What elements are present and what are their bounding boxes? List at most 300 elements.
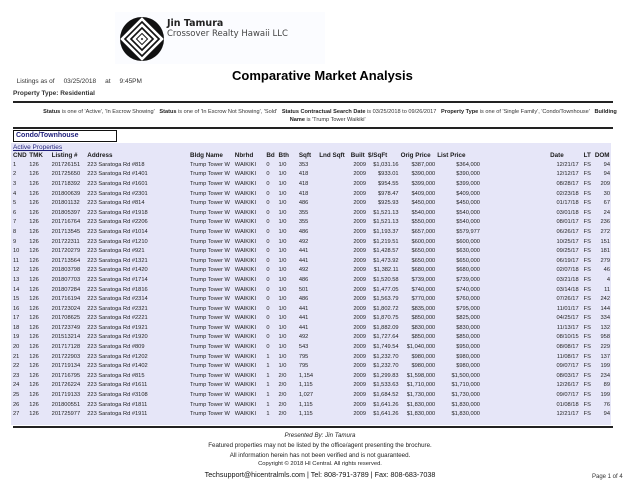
cell-listing-number: 201713545 <box>51 228 81 235</box>
table-row <box>11 333 611 343</box>
cell-tmk: 126 <box>29 228 39 235</box>
cell-lt: FS <box>583 190 591 197</box>
table-row <box>11 189 611 199</box>
cell-address: 223 Saratoga Rd #1420 <box>87 267 148 274</box>
cell-bd: 0 <box>266 228 270 235</box>
cell-cnd: 10 <box>13 248 20 255</box>
cell-lt: FS <box>583 392 591 399</box>
cell-built: 2009 <box>353 248 367 255</box>
cell-cnd: 24 <box>13 382 20 389</box>
cell-tmk: 126 <box>29 372 39 379</box>
cell-tmk: 126 <box>29 411 39 418</box>
disclaimer-featured: Featured properties may not be listed by the office/agent presenting the brochure. <box>208 442 432 449</box>
col-price-per-sqft: $/SqFt <box>368 152 388 159</box>
cell-nbrhd: WAIKIKI <box>234 334 257 341</box>
col-list-price: List Price <box>437 152 466 159</box>
cell-tmk: 126 <box>29 353 39 360</box>
cell-price-per-sqft: $933.01 <box>378 171 399 178</box>
cell-bd: 1 <box>266 411 270 418</box>
cell-listing-number: 201807703 <box>51 276 81 283</box>
cell-spacer <box>481 227 549 237</box>
cell-address: 223 Saratoga Rd #921 <box>87 248 145 255</box>
cell-nbrhd: WAIKIKI <box>234 257 257 264</box>
listings-table <box>11 151 611 419</box>
cell-lt: FS <box>583 286 591 293</box>
cell-lnd-sqft <box>318 237 350 247</box>
cell-dom: 229 <box>600 344 610 351</box>
cell-listing-number: 201716764 <box>51 219 81 226</box>
cell-bldg-name: Trump Tower W <box>190 401 230 408</box>
cell-spacer <box>481 323 549 333</box>
cell-lnd-sqft <box>318 409 350 419</box>
cell-list-price: $830,000 <box>456 324 480 331</box>
cell-tmk: 126 <box>29 238 39 245</box>
cell-sqft: 486 <box>298 228 309 235</box>
cell-lt: FS <box>583 315 591 322</box>
cell-address: 223 Saratoga Rd #1402 <box>87 363 148 370</box>
cell-price-per-sqft: $925.93 <box>378 200 399 207</box>
col-bldg-name: Bldg Name <box>190 152 223 159</box>
table-row <box>11 323 611 333</box>
cell-listing-number: 201717128 <box>51 344 81 351</box>
cell-date: 03/01/18 <box>556 209 579 216</box>
cell-lt: FS <box>583 238 591 245</box>
cell-list-price: $760,000 <box>456 296 480 303</box>
cell-bth: 1/0 <box>278 257 287 264</box>
cell-nbrhd: WAIKIKI <box>234 324 257 331</box>
cell-cnd: 14 <box>13 286 20 293</box>
cell-orig-price: $600,000 <box>411 238 436 245</box>
cell-sqft: 492 <box>298 334 309 341</box>
cell-price-per-sqft: $1,473.92 <box>373 257 399 264</box>
cell-listing-number: 201726224 <box>51 382 81 389</box>
table-row <box>11 170 611 180</box>
cell-orig-price: $680,000 <box>411 267 436 274</box>
cell-bth: 1/0 <box>278 353 287 360</box>
cell-price-per-sqft: $1,521.13 <box>373 209 399 216</box>
cell-dom: 144 <box>600 305 610 312</box>
cell-price-per-sqft: $1,563.79 <box>373 296 399 303</box>
cell-cnd: 5 <box>13 200 17 207</box>
cell-list-price: $850,000 <box>456 334 480 341</box>
criterion-value: is one of 'In Escrow Not Showing', 'Sold' <box>176 109 278 115</box>
cell-lnd-sqft <box>318 285 350 295</box>
cell-date: 07/26/17 <box>556 296 579 303</box>
cell-cnd: 1 <box>13 161 17 168</box>
cell-price-per-sqft: $1,232.70 <box>373 363 399 370</box>
cell-list-price: $650,000 <box>456 257 480 264</box>
cell-bldg-name: Trump Tower W <box>190 161 230 168</box>
cell-address: 223 Saratoga Rd #1611 <box>87 382 148 389</box>
cell-lt: FS <box>583 324 591 331</box>
cell-dom: 89 <box>603 382 610 389</box>
cell-listing-number: 201723749 <box>51 324 81 331</box>
cell-tmk: 126 <box>29 401 39 408</box>
cell-dom: 137 <box>600 353 610 360</box>
table-row <box>11 160 611 170</box>
cell-nbrhd: WAIKIKI <box>234 161 257 168</box>
cell-nbrhd: WAIKIKI <box>234 353 257 360</box>
cell-listing-number: 201807284 <box>51 286 81 293</box>
cell-nbrhd: WAIKIKI <box>234 200 257 207</box>
cell-nbrhd: WAIKIKI <box>234 411 257 418</box>
cell-orig-price: $390,000 <box>411 171 436 178</box>
cell-price-per-sqft: $1,533.63 <box>373 382 399 389</box>
cell-tmk: 126 <box>29 344 39 351</box>
cell-built: 2009 <box>353 344 367 351</box>
cell-tmk: 126 <box>29 180 39 187</box>
cell-nbrhd: WAIKIKI <box>234 171 257 178</box>
cell-tmk: 126 <box>29 209 39 216</box>
table-row <box>11 208 611 218</box>
cell-orig-price: $650,000 <box>411 248 436 255</box>
cell-dom: 76 <box>603 401 610 408</box>
cell-cnd: 3 <box>13 180 17 187</box>
cell-listing-number: 201722903 <box>51 353 81 360</box>
col-cnd: CND <box>13 152 27 159</box>
cell-cnd: 22 <box>13 363 20 370</box>
cell-bth: 1/0 <box>278 200 287 207</box>
cell-bth: 1/0 <box>278 180 287 187</box>
cell-spacer <box>481 189 549 199</box>
cell-list-price: $980,000 <box>456 363 480 370</box>
cell-built: 2009 <box>353 267 367 274</box>
cell-orig-price: $550,000 <box>411 219 436 226</box>
cell-listing-number: 201801132 <box>51 200 80 207</box>
cell-lnd-sqft <box>318 275 350 285</box>
cell-date: 08/01/17 <box>556 219 579 226</box>
cell-built: 2009 <box>353 353 367 360</box>
cell-bd: 0 <box>266 209 270 216</box>
cell-spacer <box>481 390 549 400</box>
cell-nbrhd: WAIKIKI <box>234 219 257 226</box>
cell-bldg-name: Trump Tower W <box>190 344 230 351</box>
table-row <box>11 304 611 314</box>
cell-dom: 334 <box>600 315 610 322</box>
cell-dom: 94 <box>603 161 610 168</box>
cell-date: 09/07/17 <box>556 363 579 370</box>
cell-built: 2009 <box>353 219 367 226</box>
cell-orig-price: $980,000 <box>411 363 436 370</box>
cell-listing-number: 201723024 <box>51 305 81 312</box>
cell-list-price: $1,500,000 <box>451 372 480 379</box>
cell-spacer <box>481 409 549 419</box>
cell-address: 223 Saratoga Rd #1816 <box>87 286 148 293</box>
cell-cnd: 4 <box>13 190 17 197</box>
cell-spacer <box>481 246 549 256</box>
cell-nbrhd: WAIKIKI <box>234 392 257 399</box>
cell-dom: 94 <box>603 411 610 418</box>
cell-sqft: 355 <box>298 209 309 216</box>
agent-company: Crossover Realty Hawaii LLC <box>167 29 288 39</box>
disclaimer-verified: All information herein has not been verified and is not guaranteed. <box>229 452 411 459</box>
cell-price-per-sqft: $1,882.09 <box>373 324 399 331</box>
cell-listing-number: 201725650 <box>51 171 81 178</box>
cell-lnd-sqft <box>318 314 350 324</box>
cell-sqft: 441 <box>298 248 309 255</box>
cell-date: 06/19/17 <box>556 257 579 264</box>
cell-bldg-name: Trump Tower W <box>190 238 230 245</box>
cell-cnd: 7 <box>13 219 17 226</box>
cell-date: 01/08/18 <box>556 401 579 408</box>
criterion-key: Status <box>43 109 61 115</box>
cell-orig-price: $399,000 <box>411 180 436 187</box>
cell-address: 223 Saratoga Rd #2321 <box>87 305 148 312</box>
cell-tmk: 126 <box>29 392 39 399</box>
listings-as-of-label: Listings as of <box>16 78 55 85</box>
cell-orig-price: $1,730,000 <box>406 392 436 399</box>
cell-listing-number: 201708625 <box>51 315 81 322</box>
criterion-key: Building Name <box>289 109 617 123</box>
cell-orig-price: $850,000 <box>411 334 436 341</box>
col-tmk: TMK <box>29 152 43 159</box>
listings-time: 9:45PM <box>119 78 142 85</box>
cell-lnd-sqft <box>318 294 350 304</box>
cell-lnd-sqft <box>318 304 350 314</box>
table-row <box>11 227 611 237</box>
cell-sqft: 441 <box>298 305 309 312</box>
cell-bd: 0 <box>266 334 270 341</box>
cell-date: 01/17/18 <box>556 200 579 207</box>
cell-bldg-name: Trump Tower W <box>190 200 230 207</box>
cell-lt: FS <box>583 363 591 370</box>
cell-bldg-name: Trump Tower W <box>190 353 230 360</box>
cell-sqft: 353 <box>298 161 309 168</box>
cell-cnd: 15 <box>13 296 20 303</box>
cell-address: 223 Saratoga Rd #1601 <box>87 180 148 187</box>
cell-orig-price: $1,040,000 <box>406 344 436 351</box>
cell-bth: 1/0 <box>278 363 287 370</box>
cell-bldg-name: Trump Tower W <box>190 228 230 235</box>
cell-list-price: $1,710,000 <box>451 382 480 389</box>
cell-address: 223 Saratoga Rd #1202 <box>87 353 148 360</box>
cell-dom: 958 <box>600 334 610 341</box>
report-title: Comparative Market Analysis <box>232 68 413 83</box>
cell-bd: 0 <box>266 267 270 274</box>
cell-tmk: 126 <box>29 296 39 303</box>
cell-list-price: $540,000 <box>456 219 480 226</box>
cell-sqft: 418 <box>298 171 309 178</box>
cell-nbrhd: WAIKIKI <box>234 276 257 283</box>
cell-dom: 199 <box>600 392 610 399</box>
cell-orig-price: $740,000 <box>411 286 436 293</box>
cell-list-price: $540,000 <box>456 209 480 216</box>
cell-list-price: $399,000 <box>456 180 480 187</box>
cell-tmk: 126 <box>29 267 39 274</box>
listings-as-of <box>13 71 151 85</box>
cell-dom: 4 <box>606 276 610 283</box>
cell-date: 09/07/17 <box>556 392 579 399</box>
cell-address: 223 Saratoga Rd #2314 <box>87 296 148 303</box>
cell-bd: 0 <box>266 180 270 187</box>
criterion-value: is 03/25/2018 to 09/26/2017 <box>365 109 437 115</box>
cell-list-price: $630,000 <box>456 248 480 255</box>
cell-built: 2009 <box>353 171 367 178</box>
cell-bth: 1/0 <box>278 161 287 168</box>
table-row <box>11 275 611 285</box>
cell-price-per-sqft: $1,641.26 <box>373 401 399 408</box>
cell-address: 223 Saratoga Rd #1014 <box>87 228 148 235</box>
cell-lnd-sqft <box>318 170 350 180</box>
cell-list-price: $680,000 <box>456 267 480 274</box>
cell-built: 2009 <box>353 180 367 187</box>
cell-orig-price: $739,000 <box>411 276 436 283</box>
cell-bd: 1 <box>266 382 270 389</box>
property-type: Property Type: Residential <box>13 90 95 97</box>
cell-bldg-name: Trump Tower W <box>190 315 230 322</box>
cell-sqft: 1,115 <box>298 401 313 408</box>
cell-cnd: 19 <box>13 334 20 341</box>
active-properties-link[interactable]: Active Properties <box>13 144 63 151</box>
cell-bd: 1 <box>266 401 270 408</box>
cell-bd: 0 <box>266 161 270 168</box>
table-row <box>11 371 611 381</box>
cell-bd: 0 <box>266 286 270 293</box>
cell-sqft: 418 <box>298 190 309 197</box>
divider <box>13 127 613 129</box>
cell-bd: 0 <box>266 305 270 312</box>
cell-dom: 46 <box>603 267 610 274</box>
cell-listing-number: 201716194 <box>51 296 81 303</box>
cell-bldg-name: Trump Tower W <box>190 257 230 264</box>
cell-lnd-sqft <box>318 390 350 400</box>
cell-bth: 1/0 <box>278 238 287 245</box>
cell-bldg-name: Trump Tower W <box>190 324 230 331</box>
cell-address: 223 Saratoga Rd #1714 <box>87 276 148 283</box>
cell-nbrhd: WAIKIKI <box>234 209 257 216</box>
cell-built: 2009 <box>353 286 367 293</box>
cell-bth: 2/0 <box>278 401 287 408</box>
cell-tmk: 126 <box>29 190 39 197</box>
cell-list-price: $1,830,000 <box>451 401 480 408</box>
cell-lt: FS <box>583 305 591 312</box>
cell-listing-number: 201725977 <box>51 411 81 418</box>
cell-bth: 1/0 <box>278 276 287 283</box>
table-row <box>11 342 611 352</box>
table-row <box>11 198 611 208</box>
cell-tmk: 126 <box>29 248 39 255</box>
col-spacer <box>481 151 549 160</box>
cell-built: 2009 <box>353 392 367 399</box>
cell-tmk: 126 <box>29 334 39 341</box>
cell-lnd-sqft <box>318 160 350 170</box>
cell-bd: 1 <box>266 363 270 370</box>
cell-bth: 1/0 <box>278 286 287 293</box>
cell-list-price: $600,000 <box>456 238 480 245</box>
cell-nbrhd: WAIKIKI <box>234 315 257 322</box>
cell-listing-number: 201713564 <box>51 257 81 264</box>
cell-bldg-name: Trump Tower W <box>190 171 230 178</box>
col-dom: DOM <box>594 152 610 159</box>
cell-listing-number: 201803798 <box>51 267 81 274</box>
cell-dom: 30 <box>603 190 610 197</box>
cell-built: 2009 <box>353 315 367 322</box>
cell-cnd: 13 <box>13 276 20 283</box>
cell-orig-price: $650,000 <box>411 257 436 264</box>
cell-nbrhd: WAIKIKI <box>234 382 257 389</box>
cell-lt: FS <box>583 219 591 226</box>
cell-bldg-name: Trump Tower W <box>190 296 230 303</box>
criterion <box>282 109 437 115</box>
cell-dom: 94 <box>603 171 610 178</box>
cell-lt: FS <box>583 296 591 303</box>
cell-lt: FS <box>583 161 591 168</box>
cell-spacer <box>481 285 549 295</box>
cell-bth: 2/0 <box>278 382 287 389</box>
cell-spacer <box>481 304 549 314</box>
cell-listing-number: 201716795 <box>51 372 81 379</box>
cell-list-price: $409,000 <box>456 190 480 197</box>
cell-lt: FS <box>583 209 591 216</box>
cell-built: 2009 <box>353 238 367 245</box>
cell-tmk: 126 <box>29 305 39 312</box>
cell-dom: 67 <box>603 200 610 207</box>
cell-listing-number: 201805397 <box>51 209 81 216</box>
cell-list-price: $579,977 <box>456 228 480 235</box>
table-row <box>11 390 611 400</box>
col-lnd-sqft: Lnd Sqft <box>319 152 345 159</box>
cell-dom: 132 <box>600 324 610 331</box>
cell-bldg-name: Trump Tower W <box>190 219 230 226</box>
cell-cnd: 12 <box>13 267 20 274</box>
cell-bldg-name: Trump Tower W <box>190 372 230 379</box>
cell-nbrhd: WAIKIKI <box>234 190 257 197</box>
cell-price-per-sqft: $1,219.51 <box>373 238 399 245</box>
cell-lnd-sqft <box>318 208 350 218</box>
cell-bd: 0 <box>266 344 270 351</box>
col-address: Address <box>87 152 113 159</box>
cell-bldg-name: Trump Tower W <box>190 305 230 312</box>
cell-nbrhd: WAIKIKI <box>234 267 257 274</box>
col-nbrhd: Nbrhd <box>234 152 254 159</box>
table-row <box>11 361 611 371</box>
cell-cnd: 18 <box>13 324 20 331</box>
cell-orig-price: $830,000 <box>411 324 436 331</box>
cell-orig-price: $1,830,000 <box>406 401 436 408</box>
cell-listing-number: 201720279 <box>51 248 81 255</box>
cell-list-price: $950,000 <box>456 344 480 351</box>
cell-address: 223 Saratoga Rd #809 <box>87 344 145 351</box>
cell-nbrhd: WAIKIKI <box>234 372 257 379</box>
cell-spacer <box>481 198 549 208</box>
table-row <box>11 256 611 266</box>
cell-nbrhd: WAIKIKI <box>234 305 257 312</box>
cell-bd: 1 <box>266 353 270 360</box>
cell-lnd-sqft <box>318 218 350 228</box>
cell-date: 11/13/17 <box>556 324 579 331</box>
cell-tmk: 126 <box>29 161 39 168</box>
cell-listing-number: 201800551 <box>51 401 81 408</box>
cell-spacer <box>481 275 549 285</box>
cell-price-per-sqft: $1,727.64 <box>373 334 399 341</box>
cell-list-price: $1,730,000 <box>451 392 480 399</box>
cell-price-per-sqft: $1,802.72 <box>373 305 399 312</box>
cell-address: 223 Saratoga Rd #1911 <box>87 411 148 418</box>
cell-bd: 0 <box>266 190 270 197</box>
cell-built: 2009 <box>353 363 367 370</box>
cell-dom: 11 <box>604 286 610 293</box>
cell-cnd: 25 <box>13 392 20 399</box>
cell-built: 2009 <box>353 228 367 235</box>
cell-date: 03/14/18 <box>556 286 579 293</box>
cell-built: 2009 <box>353 257 367 264</box>
divider <box>13 101 613 103</box>
col-bd: Bd <box>266 152 275 159</box>
cell-lnd-sqft <box>318 266 350 276</box>
cell-date: 08/28/17 <box>556 180 579 187</box>
cell-list-price: $450,000 <box>456 200 480 207</box>
cell-orig-price: $657,000 <box>411 228 436 235</box>
